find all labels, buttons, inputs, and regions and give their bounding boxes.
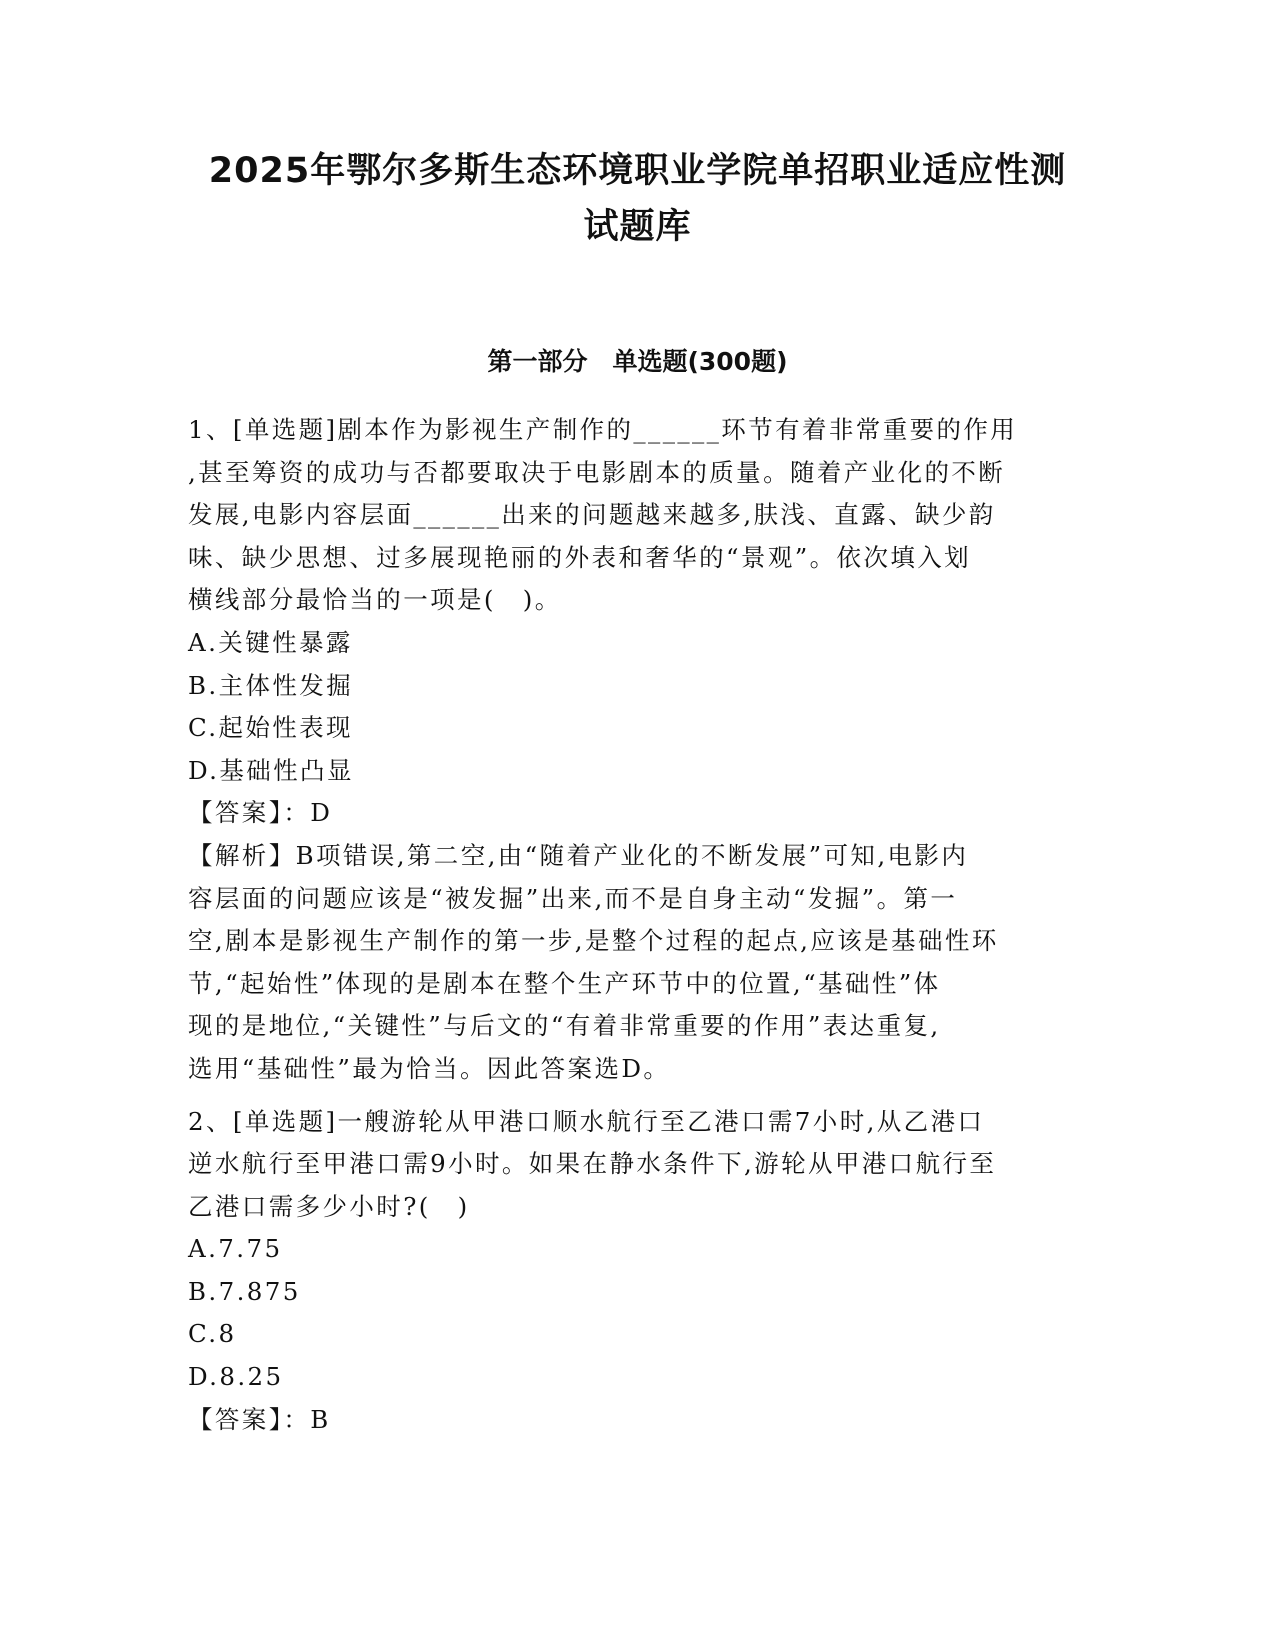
option-c: C.8 bbox=[188, 1319, 237, 1349]
option-b: B.主体性发掘 bbox=[188, 670, 354, 700]
question-divider bbox=[188, 1091, 1088, 1101]
question-stem-line: 1、[单选题]剧本作为影视生产制作的______环节有着非常重要的作用 bbox=[188, 415, 1018, 444]
option-d: D.8.25 bbox=[188, 1362, 284, 1392]
question-stem-line: 发展,电影内容层面______出来的问题越来越多,肤浅、直露、缺少韵 bbox=[188, 500, 996, 530]
title-line: 2025年鄂尔多斯生态环境职业学院单招职业适应性测 bbox=[208, 151, 1067, 191]
answer-line: 【答案】：B bbox=[188, 1404, 331, 1434]
analysis-line: 现的是地位,“关键性”与后文的“有着非常重要的作用”表达重复, bbox=[188, 1011, 941, 1041]
analysis-line: 节,“起始性”体现的是剧本在整个生产环节中的位置,“基础性”体 bbox=[188, 968, 941, 998]
question-stem-line: 逆水航行至甲港口需9小时。如果在静水条件下,游轮从甲港口航行至 bbox=[188, 1149, 997, 1179]
question-1 bbox=[188, 409, 1088, 1091]
option-a: A.关键性暴露 bbox=[188, 627, 353, 657]
question-stem-line: 味、缺少思想、过多展现艳丽的外表和奢华的“景观”。依次填入划 bbox=[188, 542, 972, 572]
option-d: D.基础性凸显 bbox=[188, 755, 354, 785]
question-2 bbox=[188, 1101, 1088, 1442]
question-stem-line: 2、[单选题]一艘游轮从甲港口顺水航行至乙港口需7小时,从乙港口 bbox=[188, 1106, 985, 1136]
question-stem-line: 横线部分最恰当的一项是( )。 bbox=[188, 585, 562, 615]
title-line: 试题库 bbox=[583, 207, 692, 247]
option-b: B.7.875 bbox=[188, 1276, 301, 1306]
answer-line: 【答案】：D bbox=[188, 798, 333, 828]
analysis-line: 容层面的问题应该是“被发掘”出来,而不是自身主动“发掘”。第一 bbox=[188, 883, 958, 913]
question-stem-line: 乙港口需多少小时?( ) bbox=[188, 1191, 470, 1221]
analysis-line: 选用“基础性”最为恰当。因此答案选D。 bbox=[188, 1053, 671, 1083]
question-stem-line: ,甚至筹资的成功与否都要取决于电影剧本的质量。随着产业化的不断 bbox=[188, 457, 1006, 487]
option-a: A.7.75 bbox=[188, 1234, 283, 1264]
analysis-line: 【解析】B项错误,第二空,由“随着产业化的不断发展”可知,电影内 bbox=[188, 840, 969, 870]
option-c: C.起始性表现 bbox=[188, 713, 353, 743]
question-list bbox=[188, 409, 1088, 1441]
analysis-line: 空,剧本是影视生产制作的第一步,是整个过程的起点,应该是基础性环 bbox=[188, 926, 999, 956]
page-title bbox=[150, 143, 1125, 255]
section-heading: 第一部分 单选题(300题) bbox=[487, 347, 788, 376]
